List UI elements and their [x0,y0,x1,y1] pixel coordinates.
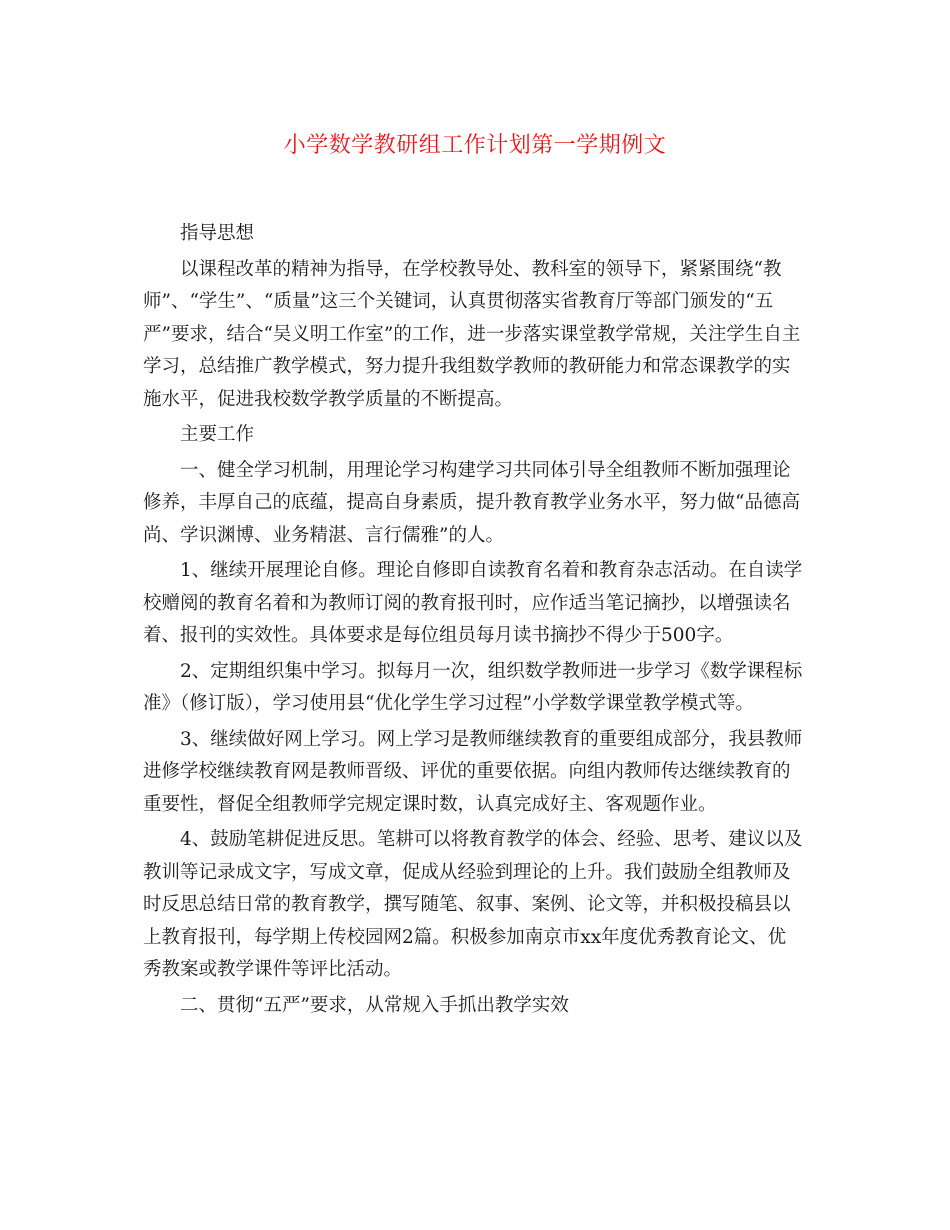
text-line: 时反思总结日常的教育教学，撰写随笔、叙事、案例、论文等，并积极投稿县以 [143,894,791,915]
paragraph-item-3 [143,724,807,822]
text-line: 严”要求，结合“吴义明工作室”的工作，进一步落实课堂教学常规，关注学生自主 [143,323,801,345]
document-body [143,218,807,1025]
text-line: 师”、“学生”、“质量”这三个关键词，认真贯彻落实省教育厅等部门颁发的“五 [143,291,774,312]
text-line: 校赠阅的教育名着和为教师订阅的教育报刊时，应作适当笔记摘抄，以增强读名 [143,592,791,614]
paragraph-item-4 [143,824,807,987]
section-heading-main-work: 主要工作 [180,424,255,445]
text-line: 秀教案或教学课件等评比活动。 [143,959,403,980]
text-line: 着、报刊的实效性。具体要求是每位组员每月读书摘抄不得少于500字。 [143,625,734,646]
text-line: 教训等记录成文字，写成文章，促成从经验到理论的上升。我们鼓励全组教师及 [143,861,791,883]
text-line: 1、继续开展理论自修。理论自修即自读教育名着和教育杂志活动。在自读学 [180,560,803,581]
paragraph-item-one [143,455,807,553]
section-heading-item-two: 二、贯彻“五严”要求，从常规入手抓出教学实效 [180,994,569,1016]
text-line: 重要性，督促全组教师学完规定课时数，认真完成好主、客观题作业。 [143,793,717,815]
paragraph-item-1 [143,555,807,653]
text-line: 修养，丰厚自己的底蕴，提高自身素质，提升教育教学业务水平，努力做“品德高 [143,492,800,513]
text-line: 4、鼓励笔耕促进反思。笔耕可以将教育教学的体会、经验、思考、建议以及 [180,829,803,850]
text-line: 准》（修订版），学习使用县“优化学生学习过程”小学数学课堂教学模式等。 [143,693,754,714]
paragraph-guiding-thought [143,254,807,417]
text-line: 2、定期组织集中学习。拟每月一次，组织数学教师进一步学习《数学课程标 [180,660,803,682]
text-line: 以课程改革的精神为指导，在学校教导处、教科室的领导下，紧紧围绕“教 [180,258,782,280]
text-line: 施水平，促进我校数学教学质量的不断提高。 [143,388,514,410]
text-line: 一、健全学习机制，用理论学习构建学习共同体引导全组教师不断加强理论 [180,459,791,481]
section-heading-guiding-thought: 指导思想 [180,223,255,244]
text-line: 上教育报刊，每学期上传校园网2篇。积极参加南京市xx年度优秀教育论文、优 [143,926,787,948]
text-line: 进修学校继续教育网是教师晋级、评优的重要依据。向组内教师传达继续教育的 [143,761,791,782]
paragraph-item-2 [143,656,807,721]
text-line: 3、继续做好网上学习。网上学习是教师继续教育的重要组成部分，我县教师 [180,728,803,750]
document-title: 小学数学教研组工作计划第一学期例文 [283,133,667,158]
text-line: 学习，总结推广教学模式，努力提升我组数学教师的教研能力和常态课教学的实 [143,356,791,377]
text-line: 尚、学识渊博、业务精湛、言行儒雅”的人。 [143,524,504,546]
